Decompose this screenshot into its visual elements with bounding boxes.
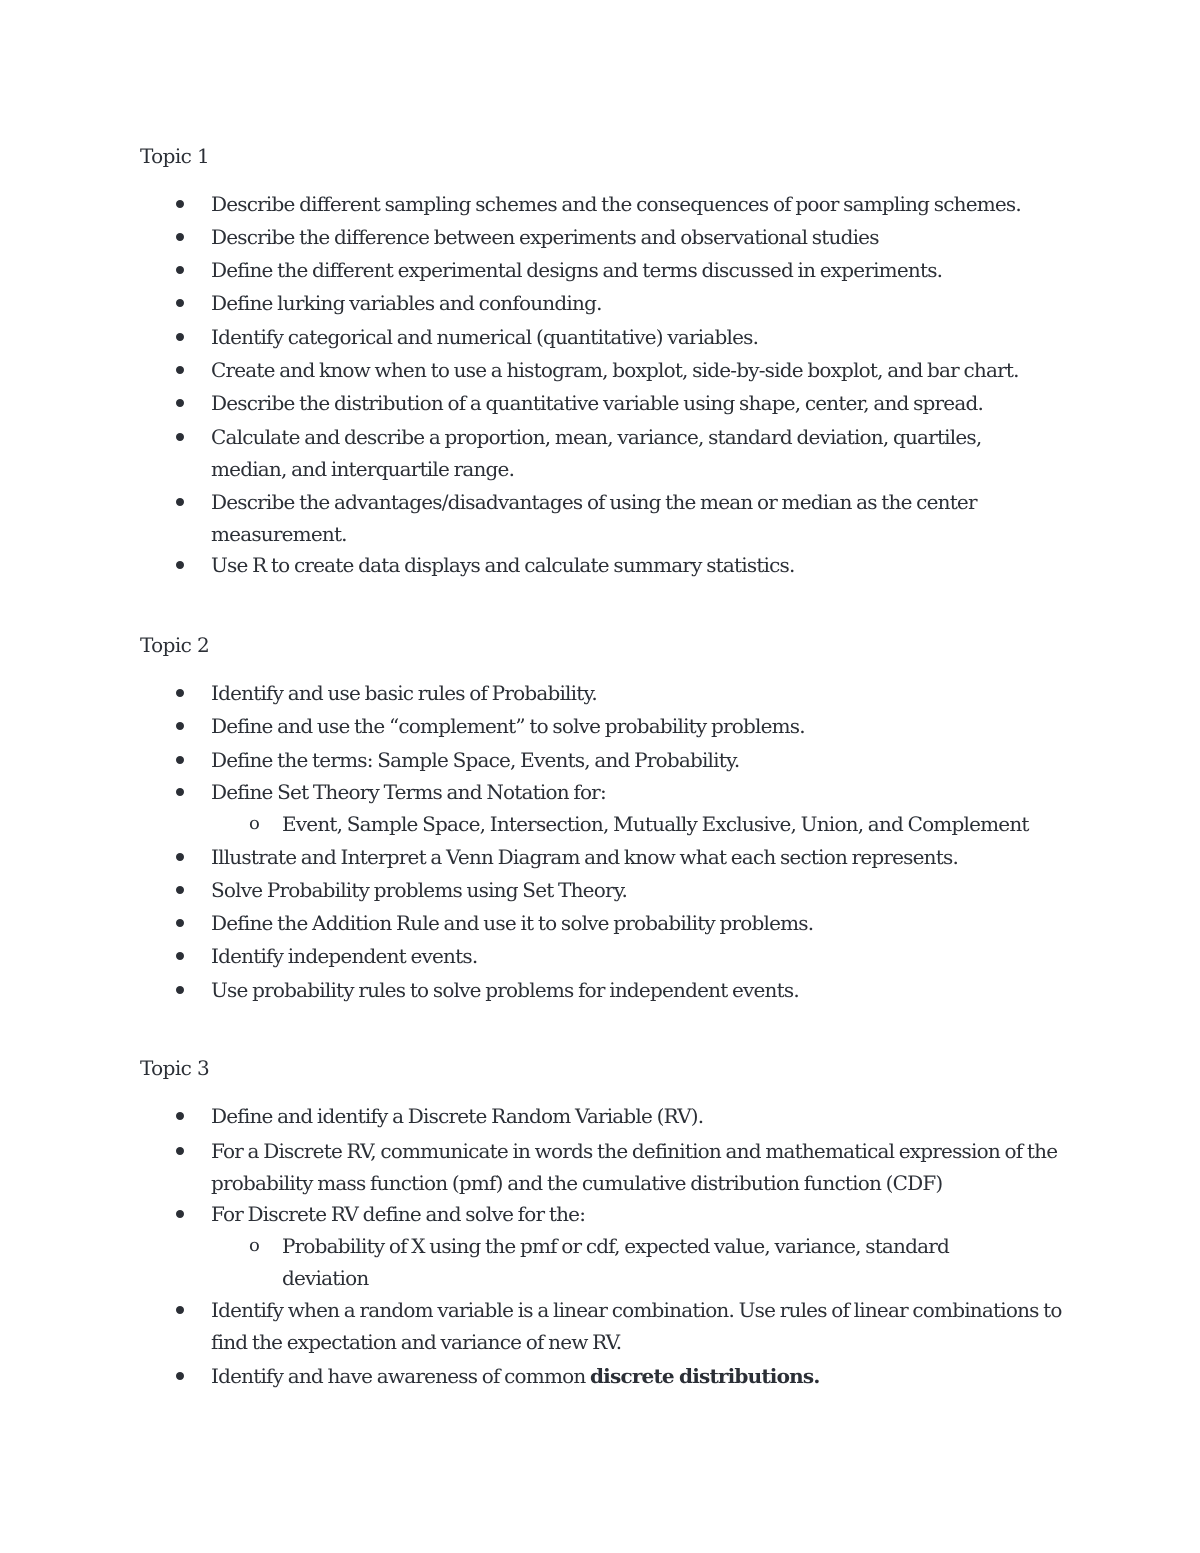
bullet-icon bbox=[176, 1112, 184, 1120]
bullet-icon bbox=[176, 299, 184, 307]
list-item-text: For Discrete RV define and solve for the: bbox=[211, 1202, 586, 1226]
list-item bbox=[211, 188, 1071, 220]
list-item bbox=[211, 1135, 1071, 1199]
list-item-text: Define and use the “complement” to solve probability problems. bbox=[211, 714, 805, 738]
list-item bbox=[211, 354, 1071, 386]
bullet-icon bbox=[176, 788, 184, 796]
bullet-icon bbox=[176, 498, 184, 506]
list-item-bold-text: discrete distributions. bbox=[590, 1364, 820, 1388]
list-item bbox=[211, 421, 1011, 485]
list-item-text: Identify and use basic rules of Probability. bbox=[211, 681, 597, 705]
list-item-text: Define the terms: Sample Space, Events, and Probability. bbox=[211, 748, 740, 772]
bullet-icon bbox=[176, 561, 184, 569]
list-item bbox=[211, 1198, 1071, 1230]
list-item bbox=[211, 710, 1071, 742]
topic-2-heading: Topic 2 bbox=[140, 633, 210, 657]
list-item bbox=[211, 744, 1071, 776]
list-item bbox=[211, 776, 1071, 808]
list-item bbox=[211, 549, 1071, 581]
sub-bullet-icon: o bbox=[249, 1235, 260, 1256]
bullet-icon bbox=[176, 853, 184, 861]
list-item bbox=[211, 874, 1071, 906]
bullet-icon bbox=[176, 200, 184, 208]
bullet-icon bbox=[176, 366, 184, 374]
list-item bbox=[211, 907, 1071, 939]
list-item-text: Use probability rules to solve problems for independent events. bbox=[211, 978, 799, 1002]
bullet-icon bbox=[176, 1210, 184, 1218]
bullet-icon bbox=[176, 399, 184, 407]
list-item-text: Define lurking variables and confounding. bbox=[211, 291, 602, 315]
bullet-icon bbox=[176, 756, 184, 764]
sub-bullet-icon: o bbox=[249, 813, 260, 834]
bullet-icon bbox=[176, 689, 184, 697]
list-item-text: Describe the difference between experiments and observational studies bbox=[211, 225, 879, 249]
bullet-icon bbox=[176, 266, 184, 274]
topic-1-heading: Topic 1 bbox=[140, 144, 210, 168]
topic-3-heading: Topic 3 bbox=[140, 1056, 210, 1080]
list-item bbox=[211, 387, 1071, 419]
list-item-text: Define Set Theory Terms and Notation for: bbox=[211, 780, 606, 804]
list-item bbox=[211, 221, 1071, 253]
list-item-text: Describe the distribution of a quantitative variable using shape, center, and spread. bbox=[211, 391, 984, 415]
list-item-text: Illustrate and Interpret a Venn Diagram and know what each section represents. bbox=[211, 845, 959, 869]
list-item bbox=[211, 321, 1071, 353]
bullet-icon bbox=[176, 1306, 184, 1314]
list-item-text: Event, Sample Space, Intersection, Mutually Exclusive, Union, and Complement bbox=[282, 812, 1029, 836]
list-item-text: Describe different sampling schemes and the consequences of poor sampling schemes. bbox=[211, 192, 1021, 216]
list-item bbox=[211, 1360, 1071, 1392]
list-item-text: Identify categorical and numerical (quantitative) variables. bbox=[211, 325, 759, 349]
list-item-text: Identify when a random variable is a linear combination. Use rules of linear combinations to find the expectation and variance of new RV. bbox=[211, 1298, 1062, 1354]
sub-list-item bbox=[249, 1230, 1002, 1294]
list-item bbox=[211, 1100, 1071, 1132]
bullet-icon bbox=[176, 233, 184, 241]
list-item-text: Define and identify a Discrete Random Variable (RV). bbox=[211, 1104, 704, 1128]
list-item-text: Identify and have awareness of common bbox=[211, 1364, 590, 1388]
list-item-text: Define the Addition Rule and use it to solve probability problems. bbox=[211, 911, 814, 935]
sub-list-item bbox=[249, 808, 1072, 840]
list-item-text: Define the different experimental designs and terms discussed in experiments. bbox=[211, 258, 943, 282]
bullet-icon bbox=[176, 886, 184, 894]
list-item bbox=[211, 287, 1071, 319]
bullet-icon bbox=[176, 952, 184, 960]
bullet-icon bbox=[176, 333, 184, 341]
list-item bbox=[211, 254, 1071, 286]
bullet-icon bbox=[176, 1147, 184, 1155]
list-item bbox=[211, 841, 1071, 873]
list-item-text: Identify independent events. bbox=[211, 944, 478, 968]
list-item-text: Create and know when to use a histogram, boxplot, side-by-side boxplot, and bar chart. bbox=[211, 358, 1019, 382]
list-item bbox=[211, 486, 1011, 550]
list-item bbox=[211, 1294, 1071, 1358]
list-item-text: Probability of X using the pmf or cdf, expected value, variance, standard deviation bbox=[282, 1234, 950, 1290]
list-item-text: Solve Probability problems using Set Theory. bbox=[211, 878, 628, 902]
list-item bbox=[211, 974, 1071, 1006]
list-item bbox=[211, 677, 1071, 709]
bullet-icon bbox=[176, 986, 184, 994]
list-item-text: Describe the advantages/disadvantages of using the mean or median as the center measurement. bbox=[211, 490, 977, 546]
bullet-icon bbox=[176, 919, 184, 927]
list-item-text: Use R to create data displays and calculate summary statistics. bbox=[211, 553, 795, 577]
list-item-text: For a Discrete RV, communicate in words the definition and mathematical expression of the probability mass function (pmf) and the cumulative distribution function (CDF) bbox=[211, 1139, 1058, 1195]
bullet-icon bbox=[176, 1372, 184, 1380]
list-item bbox=[211, 940, 1071, 972]
bullet-icon bbox=[176, 722, 184, 730]
list-item-text: Calculate and describe a proportion, mean, variance, standard deviation, quartiles, median, and interquartile range. bbox=[211, 425, 982, 481]
bullet-icon bbox=[176, 433, 184, 441]
